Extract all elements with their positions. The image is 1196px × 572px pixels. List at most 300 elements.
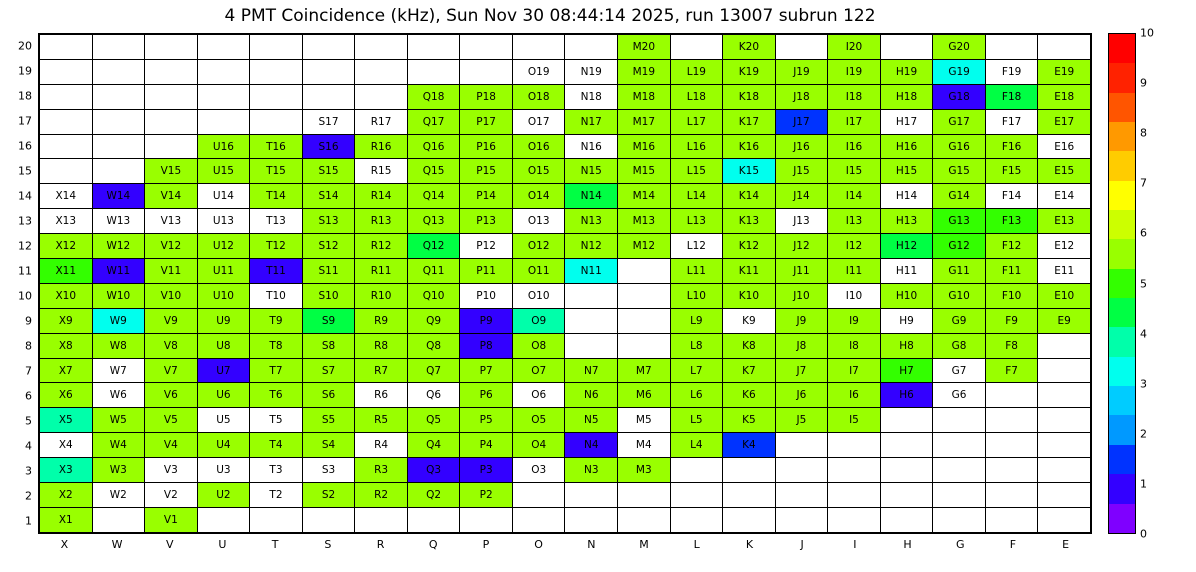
heatmap-cell[interactable]: [250, 35, 303, 60]
heatmap-cell[interactable]: J13: [775, 209, 828, 234]
heatmap-cell[interactable]: K17: [723, 109, 776, 134]
heatmap-cell[interactable]: E14: [1038, 184, 1091, 209]
heatmap-cell[interactable]: T5: [250, 408, 303, 433]
heatmap-cell[interactable]: Q9: [407, 308, 460, 333]
heatmap-cell[interactable]: [1038, 483, 1091, 508]
heatmap-cell[interactable]: I16: [828, 134, 881, 159]
heatmap-cell[interactable]: M15: [618, 159, 671, 184]
heatmap-cell[interactable]: M19: [618, 59, 671, 84]
heatmap-cell[interactable]: Q16: [407, 134, 460, 159]
heatmap-cell[interactable]: [302, 84, 355, 109]
heatmap-cell[interactable]: [565, 483, 618, 508]
heatmap-cell[interactable]: H12: [880, 234, 933, 259]
heatmap-cell[interactable]: R8: [355, 333, 408, 358]
heatmap-cell[interactable]: [933, 483, 986, 508]
heatmap-cell[interactable]: [880, 35, 933, 60]
heatmap-cell[interactable]: [618, 333, 671, 358]
heatmap-cell[interactable]: M5: [618, 408, 671, 433]
heatmap-cell[interactable]: I14: [828, 184, 881, 209]
heatmap-cell[interactable]: S4: [302, 433, 355, 458]
heatmap-cell[interactable]: K18: [723, 84, 776, 109]
heatmap-cell[interactable]: M6: [618, 383, 671, 408]
heatmap-cell[interactable]: W7: [92, 358, 145, 383]
heatmap-cell[interactable]: K11: [723, 259, 776, 284]
heatmap-cell[interactable]: T16: [250, 134, 303, 159]
heatmap-cell[interactable]: X7: [40, 358, 93, 383]
heatmap-cell[interactable]: [197, 507, 250, 532]
heatmap-cell[interactable]: [92, 84, 145, 109]
heatmap-cell[interactable]: O5: [512, 408, 565, 433]
heatmap-cell[interactable]: T9: [250, 308, 303, 333]
heatmap-cell[interactable]: T10: [250, 283, 303, 308]
heatmap-cell[interactable]: G16: [933, 134, 986, 159]
heatmap-cell[interactable]: [512, 507, 565, 532]
heatmap-cell[interactable]: Q15: [407, 159, 460, 184]
heatmap-cell[interactable]: [40, 109, 93, 134]
heatmap-cell[interactable]: P16: [460, 134, 513, 159]
heatmap-cell[interactable]: L12: [670, 234, 723, 259]
heatmap-cell[interactable]: W12: [92, 234, 145, 259]
heatmap-cell[interactable]: K19: [723, 59, 776, 84]
heatmap-cell[interactable]: O6: [512, 383, 565, 408]
heatmap-cell[interactable]: U11: [197, 259, 250, 284]
heatmap-cell[interactable]: F14: [985, 184, 1038, 209]
heatmap-cell[interactable]: W6: [92, 383, 145, 408]
heatmap-cell[interactable]: [775, 507, 828, 532]
heatmap-cell[interactable]: J18: [775, 84, 828, 109]
heatmap-cell[interactable]: [565, 308, 618, 333]
heatmap-cell[interactable]: P5: [460, 408, 513, 433]
heatmap-cell[interactable]: O14: [512, 184, 565, 209]
heatmap-cell[interactable]: H9: [880, 308, 933, 333]
heatmap-cell[interactable]: T2: [250, 483, 303, 508]
heatmap-cell[interactable]: V7: [145, 358, 198, 383]
heatmap-cell[interactable]: [197, 109, 250, 134]
heatmap-cell[interactable]: [250, 109, 303, 134]
heatmap-cell[interactable]: T14: [250, 184, 303, 209]
heatmap-cell[interactable]: [565, 333, 618, 358]
heatmap-cell[interactable]: W9: [92, 308, 145, 333]
heatmap-cell[interactable]: U2: [197, 483, 250, 508]
heatmap-cell[interactable]: [92, 134, 145, 159]
heatmap-cell[interactable]: [460, 507, 513, 532]
heatmap-cell[interactable]: V3: [145, 458, 198, 483]
heatmap-cell[interactable]: V4: [145, 433, 198, 458]
heatmap-cell[interactable]: X9: [40, 308, 93, 333]
heatmap-cell[interactable]: P9: [460, 308, 513, 333]
heatmap-cell[interactable]: J6: [775, 383, 828, 408]
heatmap-cell[interactable]: [880, 507, 933, 532]
heatmap-cell[interactable]: [618, 308, 671, 333]
heatmap-cell[interactable]: M17: [618, 109, 671, 134]
heatmap-cell[interactable]: F10: [985, 283, 1038, 308]
heatmap-cell[interactable]: [355, 59, 408, 84]
heatmap-cell[interactable]: G13: [933, 209, 986, 234]
heatmap-cell[interactable]: R2: [355, 483, 408, 508]
heatmap-cell[interactable]: X14: [40, 184, 93, 209]
heatmap-cell[interactable]: E9: [1038, 308, 1091, 333]
heatmap-cell[interactable]: M20: [618, 35, 671, 60]
heatmap-cell[interactable]: T15: [250, 159, 303, 184]
heatmap-cell[interactable]: [723, 458, 776, 483]
heatmap-cell[interactable]: T11: [250, 259, 303, 284]
heatmap-cell[interactable]: S9: [302, 308, 355, 333]
heatmap-cell[interactable]: I7: [828, 358, 881, 383]
heatmap-cell[interactable]: Q13: [407, 209, 460, 234]
heatmap-cell[interactable]: [775, 433, 828, 458]
heatmap-cell[interactable]: V10: [145, 283, 198, 308]
heatmap-cell[interactable]: [775, 35, 828, 60]
heatmap-cell[interactable]: O7: [512, 358, 565, 383]
heatmap-cell[interactable]: K16: [723, 134, 776, 159]
heatmap-cell[interactable]: X1: [40, 507, 93, 532]
heatmap-cell[interactable]: [828, 458, 881, 483]
heatmap-cell[interactable]: P2: [460, 483, 513, 508]
heatmap-cell[interactable]: K9: [723, 308, 776, 333]
heatmap-cell[interactable]: [92, 35, 145, 60]
heatmap-cell[interactable]: Q2: [407, 483, 460, 508]
heatmap-cell[interactable]: T8: [250, 333, 303, 358]
heatmap-cell[interactable]: N17: [565, 109, 618, 134]
heatmap-cell[interactable]: Q4: [407, 433, 460, 458]
heatmap-cell[interactable]: X10: [40, 283, 93, 308]
heatmap-cell[interactable]: [92, 59, 145, 84]
heatmap-cell[interactable]: N12: [565, 234, 618, 259]
heatmap-cell[interactable]: [407, 59, 460, 84]
heatmap-cell[interactable]: [407, 507, 460, 532]
heatmap-cell[interactable]: [40, 159, 93, 184]
heatmap-cell[interactable]: S15: [302, 159, 355, 184]
heatmap-cell[interactable]: H13: [880, 209, 933, 234]
heatmap-cell[interactable]: [670, 35, 723, 60]
heatmap-cell[interactable]: F17: [985, 109, 1038, 134]
heatmap-cell[interactable]: S6: [302, 383, 355, 408]
heatmap-cell[interactable]: [565, 507, 618, 532]
heatmap-cell[interactable]: P3: [460, 458, 513, 483]
heatmap-cell[interactable]: [775, 483, 828, 508]
heatmap-cell[interactable]: X2: [40, 483, 93, 508]
heatmap-cell[interactable]: U8: [197, 333, 250, 358]
heatmap-cell[interactable]: L18: [670, 84, 723, 109]
heatmap-cell[interactable]: O15: [512, 159, 565, 184]
heatmap-cell[interactable]: [92, 507, 145, 532]
heatmap-cell[interactable]: W2: [92, 483, 145, 508]
heatmap-cell[interactable]: L13: [670, 209, 723, 234]
heatmap-cell[interactable]: N11: [565, 259, 618, 284]
heatmap-cell[interactable]: [302, 507, 355, 532]
heatmap-cell[interactable]: N6: [565, 383, 618, 408]
heatmap-cell[interactable]: N5: [565, 408, 618, 433]
heatmap-cell[interactable]: Q14: [407, 184, 460, 209]
heatmap-cell[interactable]: R3: [355, 458, 408, 483]
heatmap-cell[interactable]: P7: [460, 358, 513, 383]
heatmap-cell[interactable]: H14: [880, 184, 933, 209]
heatmap-cell[interactable]: P18: [460, 84, 513, 109]
heatmap-cell[interactable]: L14: [670, 184, 723, 209]
heatmap-cell[interactable]: [355, 84, 408, 109]
heatmap-cell[interactable]: [40, 134, 93, 159]
heatmap-cell[interactable]: [670, 458, 723, 483]
heatmap-cell[interactable]: P13: [460, 209, 513, 234]
heatmap-cell[interactable]: O13: [512, 209, 565, 234]
heatmap-cell[interactable]: H11: [880, 259, 933, 284]
heatmap-cell[interactable]: [1038, 433, 1091, 458]
heatmap-cell[interactable]: [197, 59, 250, 84]
heatmap-cell[interactable]: J5: [775, 408, 828, 433]
heatmap-cell[interactable]: [618, 259, 671, 284]
heatmap-cell[interactable]: S7: [302, 358, 355, 383]
heatmap-cell[interactable]: [880, 458, 933, 483]
heatmap-cell[interactable]: J7: [775, 358, 828, 383]
heatmap-cell[interactable]: X12: [40, 234, 93, 259]
heatmap-cell[interactable]: N14: [565, 184, 618, 209]
heatmap-cell[interactable]: [1038, 358, 1091, 383]
heatmap-cell[interactable]: [512, 35, 565, 60]
heatmap-cell[interactable]: X4: [40, 433, 93, 458]
heatmap-cell[interactable]: Q8: [407, 333, 460, 358]
heatmap-cell[interactable]: H7: [880, 358, 933, 383]
heatmap-cell[interactable]: F11: [985, 259, 1038, 284]
heatmap-cell[interactable]: M13: [618, 209, 671, 234]
heatmap-cell[interactable]: X8: [40, 333, 93, 358]
heatmap-cell[interactable]: J12: [775, 234, 828, 259]
heatmap-cell[interactable]: G14: [933, 184, 986, 209]
heatmap-cell[interactable]: [407, 35, 460, 60]
heatmap-cell[interactable]: P17: [460, 109, 513, 134]
heatmap-cell[interactable]: [145, 134, 198, 159]
heatmap-cell[interactable]: S14: [302, 184, 355, 209]
heatmap-cell[interactable]: V2: [145, 483, 198, 508]
heatmap-cell[interactable]: G10: [933, 283, 986, 308]
heatmap-cell[interactable]: [775, 458, 828, 483]
heatmap-cell[interactable]: K4: [723, 433, 776, 458]
heatmap-cell[interactable]: L4: [670, 433, 723, 458]
heatmap-cell[interactable]: V12: [145, 234, 198, 259]
heatmap-cell[interactable]: L5: [670, 408, 723, 433]
heatmap-cell[interactable]: X6: [40, 383, 93, 408]
heatmap-cell[interactable]: H18: [880, 84, 933, 109]
heatmap-cell[interactable]: U10: [197, 283, 250, 308]
heatmap-cell[interactable]: X11: [40, 259, 93, 284]
heatmap-cell[interactable]: [40, 84, 93, 109]
heatmap-cell[interactable]: R10: [355, 283, 408, 308]
heatmap-cell[interactable]: J14: [775, 184, 828, 209]
heatmap-cell[interactable]: R16: [355, 134, 408, 159]
heatmap-cell[interactable]: W4: [92, 433, 145, 458]
heatmap-cell[interactable]: W14: [92, 184, 145, 209]
heatmap-cell[interactable]: I10: [828, 283, 881, 308]
heatmap-cell[interactable]: V5: [145, 408, 198, 433]
heatmap-cell[interactable]: S8: [302, 333, 355, 358]
heatmap-cell[interactable]: [565, 35, 618, 60]
heatmap-cell[interactable]: G12: [933, 234, 986, 259]
heatmap-cell[interactable]: [723, 483, 776, 508]
heatmap-cell[interactable]: J8: [775, 333, 828, 358]
heatmap-cell[interactable]: S17: [302, 109, 355, 134]
heatmap-cell[interactable]: M3: [618, 458, 671, 483]
heatmap-cell[interactable]: G17: [933, 109, 986, 134]
heatmap-cell[interactable]: H10: [880, 283, 933, 308]
heatmap-cell[interactable]: O3: [512, 458, 565, 483]
heatmap-cell[interactable]: [985, 408, 1038, 433]
heatmap-cell[interactable]: [197, 35, 250, 60]
heatmap-cell[interactable]: Q11: [407, 259, 460, 284]
heatmap-cell[interactable]: S12: [302, 234, 355, 259]
heatmap-cell[interactable]: K14: [723, 184, 776, 209]
heatmap-cell[interactable]: R14: [355, 184, 408, 209]
heatmap-cell[interactable]: J9: [775, 308, 828, 333]
heatmap-cell[interactable]: [828, 433, 881, 458]
heatmap-cell[interactable]: K8: [723, 333, 776, 358]
heatmap-cell[interactable]: [828, 483, 881, 508]
heatmap-cell[interactable]: G18: [933, 84, 986, 109]
heatmap-cell[interactable]: I15: [828, 159, 881, 184]
heatmap-cell[interactable]: F9: [985, 308, 1038, 333]
heatmap-cell[interactable]: N19: [565, 59, 618, 84]
heatmap-cell[interactable]: G6: [933, 383, 986, 408]
heatmap-cell[interactable]: T12: [250, 234, 303, 259]
heatmap-cell[interactable]: Q18: [407, 84, 460, 109]
heatmap-cell[interactable]: [933, 507, 986, 532]
heatmap-cell[interactable]: H6: [880, 383, 933, 408]
heatmap-cell[interactable]: R15: [355, 159, 408, 184]
heatmap-cell[interactable]: Q12: [407, 234, 460, 259]
heatmap-cell[interactable]: F18: [985, 84, 1038, 109]
heatmap-cell[interactable]: R17: [355, 109, 408, 134]
heatmap-cell[interactable]: [40, 35, 93, 60]
heatmap-cell[interactable]: M4: [618, 433, 671, 458]
heatmap-cell[interactable]: [985, 507, 1038, 532]
heatmap-cell[interactable]: [880, 483, 933, 508]
heatmap-cell[interactable]: G11: [933, 259, 986, 284]
heatmap-cell[interactable]: T3: [250, 458, 303, 483]
heatmap-cell[interactable]: [250, 84, 303, 109]
heatmap-cell[interactable]: O16: [512, 134, 565, 159]
heatmap-cell[interactable]: H19: [880, 59, 933, 84]
heatmap-cell[interactable]: P12: [460, 234, 513, 259]
heatmap-cell[interactable]: E11: [1038, 259, 1091, 284]
heatmap-cell[interactable]: F7: [985, 358, 1038, 383]
heatmap-cell[interactable]: K10: [723, 283, 776, 308]
heatmap-cell[interactable]: T6: [250, 383, 303, 408]
heatmap-cell[interactable]: I12: [828, 234, 881, 259]
heatmap-cell[interactable]: S11: [302, 259, 355, 284]
heatmap-cell[interactable]: F19: [985, 59, 1038, 84]
heatmap-cell[interactable]: M12: [618, 234, 671, 259]
heatmap-cell[interactable]: V13: [145, 209, 198, 234]
heatmap-cell[interactable]: O10: [512, 283, 565, 308]
heatmap-cell[interactable]: P8: [460, 333, 513, 358]
heatmap-cell[interactable]: I17: [828, 109, 881, 134]
heatmap-cell[interactable]: O11: [512, 259, 565, 284]
heatmap-cell[interactable]: V9: [145, 308, 198, 333]
heatmap-cell[interactable]: N4: [565, 433, 618, 458]
heatmap-cell[interactable]: K12: [723, 234, 776, 259]
heatmap-cell[interactable]: H16: [880, 134, 933, 159]
heatmap-cell[interactable]: W13: [92, 209, 145, 234]
heatmap-cell[interactable]: L6: [670, 383, 723, 408]
heatmap-cell[interactable]: L15: [670, 159, 723, 184]
heatmap-cell[interactable]: J11: [775, 259, 828, 284]
heatmap-cell[interactable]: K7: [723, 358, 776, 383]
heatmap-cell[interactable]: [302, 59, 355, 84]
heatmap-cell[interactable]: V11: [145, 259, 198, 284]
heatmap-cell[interactable]: [1038, 507, 1091, 532]
heatmap-cell[interactable]: L10: [670, 283, 723, 308]
heatmap-cell[interactable]: Q17: [407, 109, 460, 134]
heatmap-cell[interactable]: [1038, 458, 1091, 483]
heatmap-cell[interactable]: [355, 507, 408, 532]
heatmap-cell[interactable]: E13: [1038, 209, 1091, 234]
heatmap-cell[interactable]: R6: [355, 383, 408, 408]
heatmap-cell[interactable]: O12: [512, 234, 565, 259]
heatmap-cell[interactable]: [512, 483, 565, 508]
heatmap-cell[interactable]: R13: [355, 209, 408, 234]
heatmap-cell[interactable]: [880, 433, 933, 458]
heatmap-cell[interactable]: I19: [828, 59, 881, 84]
heatmap-cell[interactable]: J10: [775, 283, 828, 308]
heatmap-cell[interactable]: [197, 84, 250, 109]
heatmap-cell[interactable]: S10: [302, 283, 355, 308]
heatmap-cell[interactable]: K13: [723, 209, 776, 234]
heatmap-cell[interactable]: U6: [197, 383, 250, 408]
heatmap-cell[interactable]: [985, 433, 1038, 458]
heatmap-cell[interactable]: [723, 507, 776, 532]
heatmap-cell[interactable]: O4: [512, 433, 565, 458]
heatmap-cell[interactable]: V1: [145, 507, 198, 532]
heatmap-cell[interactable]: E15: [1038, 159, 1091, 184]
heatmap-cell[interactable]: F13: [985, 209, 1038, 234]
heatmap-cell[interactable]: [460, 59, 513, 84]
heatmap-cell[interactable]: V6: [145, 383, 198, 408]
heatmap-cell[interactable]: [985, 483, 1038, 508]
heatmap-cell[interactable]: [985, 35, 1038, 60]
heatmap-cell[interactable]: [302, 35, 355, 60]
heatmap-cell[interactable]: W11: [92, 259, 145, 284]
heatmap-cell[interactable]: K6: [723, 383, 776, 408]
heatmap-cell[interactable]: K15: [723, 159, 776, 184]
heatmap-cell[interactable]: [145, 35, 198, 60]
heatmap-cell[interactable]: Q7: [407, 358, 460, 383]
heatmap-cell[interactable]: E12: [1038, 234, 1091, 259]
heatmap-cell[interactable]: L19: [670, 59, 723, 84]
heatmap-cell[interactable]: [670, 507, 723, 532]
heatmap-cell[interactable]: K20: [723, 35, 776, 60]
heatmap-cell[interactable]: M16: [618, 134, 671, 159]
heatmap-cell[interactable]: U16: [197, 134, 250, 159]
heatmap-cell[interactable]: M18: [618, 84, 671, 109]
heatmap-cell[interactable]: V14: [145, 184, 198, 209]
heatmap-cell[interactable]: V8: [145, 333, 198, 358]
heatmap-cell[interactable]: Q10: [407, 283, 460, 308]
heatmap-cell[interactable]: W10: [92, 283, 145, 308]
heatmap-cell[interactable]: L9: [670, 308, 723, 333]
heatmap-cell[interactable]: L17: [670, 109, 723, 134]
heatmap-cell[interactable]: P15: [460, 159, 513, 184]
heatmap-cell[interactable]: [618, 507, 671, 532]
heatmap-cell[interactable]: R9: [355, 308, 408, 333]
heatmap-cell[interactable]: H17: [880, 109, 933, 134]
heatmap-cell[interactable]: V15: [145, 159, 198, 184]
heatmap-cell[interactable]: X5: [40, 408, 93, 433]
heatmap-cell[interactable]: F15: [985, 159, 1038, 184]
heatmap-cell[interactable]: N18: [565, 84, 618, 109]
heatmap-cell[interactable]: F16: [985, 134, 1038, 159]
heatmap-cell[interactable]: E18: [1038, 84, 1091, 109]
heatmap-cell[interactable]: H15: [880, 159, 933, 184]
heatmap-cell[interactable]: [1038, 35, 1091, 60]
heatmap-cell[interactable]: L8: [670, 333, 723, 358]
